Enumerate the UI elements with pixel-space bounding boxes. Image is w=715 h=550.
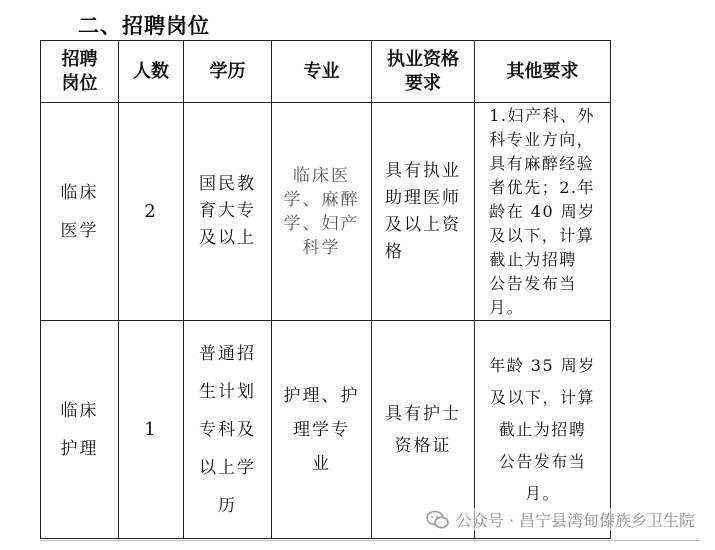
cell-count: 2 — [119, 103, 184, 321]
cell-education: 普通招 生计划 专科及 以上学 历 — [184, 321, 272, 539]
cell-qualification: 具有执业 助理医师 及以上资 格 — [372, 103, 475, 321]
cell-major: 护理、护 理学专 业 — [272, 321, 372, 539]
cell-count: 1 — [119, 321, 184, 539]
watermark — [426, 508, 695, 531]
cell-qualification: 具有护士 资格证 — [372, 321, 475, 539]
section-heading: 二、招聘岗位 — [78, 14, 210, 38]
watermark-text: 公众号 · 昌宁县湾甸傣族乡卫生院 — [455, 511, 695, 530]
table-row — [41, 321, 611, 539]
cell-post: 临床 医学 — [41, 103, 119, 321]
header-major: 专业 — [272, 41, 372, 103]
header-post: 招聘 岗位 — [41, 41, 119, 103]
table-row — [41, 103, 611, 321]
header-other: 其他要求 — [475, 41, 611, 103]
cell-education: 国民教 育大专 及以上 — [184, 103, 272, 321]
cell-other: 1.妇产科、外 科专业方向， 具有麻醉经验 者优先；2.年 龄在 40 周岁 及以下，计算 截止为招聘 公告发布当 月。 — [475, 103, 611, 321]
table-header-row — [41, 41, 611, 103]
header-count: 人数 — [119, 41, 184, 103]
recruitment-table — [40, 40, 611, 539]
cell-major: 临床医 学、麻醉 学、妇产 科学 — [272, 103, 372, 321]
page-divider — [40, 540, 700, 541]
header-education: 学历 — [184, 41, 272, 103]
header-qualification: 执业资格 要求 — [372, 41, 475, 103]
cell-other: 年龄 35 周岁 及以下，计算 截止为招聘 公告发布当 月。 — [475, 321, 611, 539]
cell-post: 临床 护理 — [41, 321, 119, 539]
wechat-icon — [426, 510, 450, 530]
